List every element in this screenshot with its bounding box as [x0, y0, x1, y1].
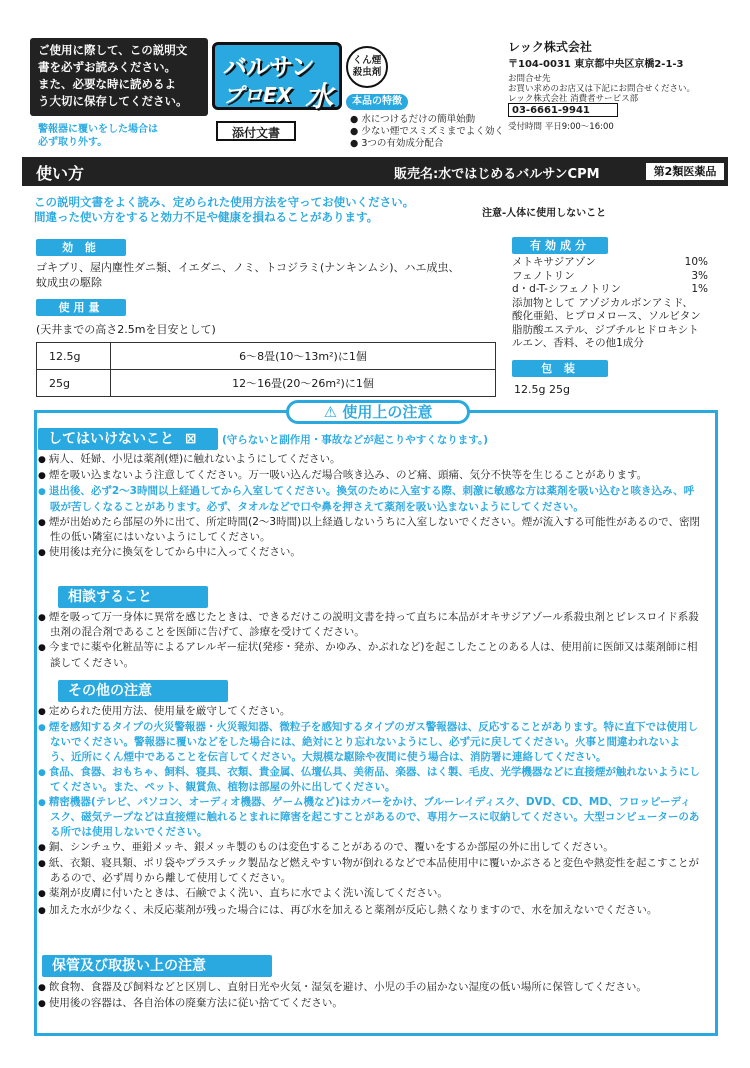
dosage-note: (天井までの高さ2.5mを目安として)	[36, 323, 216, 336]
list-item: ● 煙が出始めたら部屋の外に出て、所定時間(2〜3時間)以上経過しないうちに入室しないでください。煙が流入する可能性があるので、密閉性の低い隣室にはいないようにしてください。	[38, 515, 700, 544]
read-instructions-warning	[30, 38, 208, 116]
additives-line: 添加物として アゾジカルボンアミド、	[512, 296, 693, 309]
warning-line: う大切に保存してください。	[38, 94, 188, 108]
list-item: ● 病人、妊婦、小児は薬剤(煙)に触れないようにしてください。	[38, 452, 700, 467]
additives-line: 酸化亜鉛、ヒプロメロース、ソルビタン	[512, 310, 701, 322]
efficacy-text	[36, 260, 496, 290]
feature-item: ● 3つの有効成分配合	[350, 138, 444, 149]
ingredient-row: フェノトリン 3%	[512, 269, 708, 282]
caution-title-text: 使用上の注意	[342, 403, 433, 421]
list-item: ● 加えた水が少なく、未反応薬剤が残った場合には、再び水を加えると薬剤が反応し熱くなりますので、水を加えないでください。	[38, 903, 700, 918]
dont-section-note: (守らないと副作用・事故などが起こりやすくなります。)	[222, 434, 489, 446]
features-title: 本品の特徴	[346, 94, 408, 110]
product-name: 販売名:水ではじめるバルサンCPM	[394, 167, 600, 182]
title-bar	[22, 157, 728, 186]
prohibited-icon: ⊠	[184, 431, 197, 447]
drug-category-badge: 第2類医薬品	[646, 163, 724, 180]
intro-line: この説明文書をよく読み、定められた使用方法を守ってお使いください。	[34, 195, 415, 209]
list-item: ● 紙、衣類、寝具類、ポリ袋やプラスチック製品など燃えやすい物が倒れるなどで本品使用中に覆いかぶさると変色や熱変性を起こすことがあるので、必ず周りから離して使用してください。	[38, 856, 700, 885]
package-sizes: 12.5g 25g	[514, 383, 570, 396]
list-item: ● 使用後の容器は、各自治体の廃棄方法に従い捨ててください。	[38, 996, 700, 1011]
list-item: ● 使用後は充分に換気をしてから中に入ってください。	[38, 545, 700, 560]
ingredient-row: メトキサジアゾン 10%	[512, 256, 708, 268]
contact-line: レック株式会社 消費者サービス部	[508, 94, 639, 104]
table-row	[37, 370, 496, 397]
dosage-amount: 25g	[37, 370, 111, 397]
product-type-badge	[346, 46, 388, 88]
table-row	[37, 343, 496, 370]
consult-section-title: 相談すること	[58, 586, 208, 608]
warning-line: ご使用に際して、この説明文	[38, 43, 188, 57]
list-item: ● 精密機器(テレビ、パソコン、オーディオ機器、ゲーム機など)はカバーをかけ、ブルーレイディスク、DVD、CD、MD、フロッピーディスク、磁気テープなどは直接煙に触れるとまれに障害を起こすことがあるので、専用ケースに収納してください。大型コンピューターのある所では使用しないでください。	[38, 795, 700, 839]
list-item: ● 薬剤が皮膚に付いたときは、石鹸でよく洗い、直ちに水でよく洗い流してください。	[38, 886, 700, 901]
intro-line: 間違った使い方をすると効力不足や健康を損ねることがあります。	[34, 210, 379, 224]
business-hours: 受付時間 平日9:00〜16:00	[508, 122, 614, 132]
note-line: 必ず取り外す。	[38, 137, 108, 148]
dosage-value: 12〜16畳(20〜26m²)に1個	[111, 370, 496, 397]
additives-line: 脂肪酸エステル、ジブチルヒドロキシト	[512, 323, 699, 336]
phone-number: 03-6661-9941	[508, 103, 618, 117]
intro-text	[34, 195, 414, 225]
package-title: 包 装	[512, 360, 608, 377]
badge-line: 殺虫剤	[352, 67, 382, 78]
list-item: ● 銅、シンチュウ、亜鉛メッキ、銀メッキ製のものは変色することがあるので、覆いをするか部屋の外に出してください。	[38, 840, 700, 855]
dosage-amount: 12.5g	[37, 343, 111, 370]
list-item: ● 煙を吸って万一身体に異常を感じたときは、できるだけこの説明文書を持って直ちに本品がオキサジアゾール系殺虫剤とピレスロイド系殺虫剤の混合剤であることを医師に告げて、診療を受けてください。	[38, 610, 700, 639]
usage-caution-title	[286, 400, 470, 424]
consult-list	[38, 610, 700, 671]
efficacy-title: 効 能	[36, 239, 126, 256]
ingredient-row: d・d-T-シフェノトリン 1%	[512, 283, 708, 295]
ingredients-title: 有効成分	[512, 237, 608, 254]
contact-line: お問合せ先	[508, 74, 551, 84]
dont-list	[38, 452, 700, 561]
contact-info	[508, 74, 695, 104]
additives-line: ルエン、香料、その他1成分	[512, 337, 644, 349]
warning-line: また、必要な時に読めるよ	[38, 77, 176, 91]
company-address: 〒104-0031 東京都中央区京橋2-1-3	[508, 59, 684, 70]
list-item: ● 食品、食器、おもちゃ、飼料、寝具、衣類、貴金属、仏壇仏具、美術品、楽器、はく製、毛皮、光学機器などに直接煙が触れないようにしてください。また、ペット、観賞魚、植物は部屋の外に出してください。	[38, 765, 700, 794]
badge-line: くん煙	[352, 55, 382, 66]
efficacy-line: ゴキブリ、屋内塵性ダニ類、イエダニ、ノミ、トコジラミ(ナンキンムシ)、ハエ成虫、	[36, 261, 460, 274]
brand-line3: 水	[304, 80, 333, 113]
dosage-table	[36, 342, 496, 397]
alarm-cover-note	[38, 123, 208, 149]
storage-section-title: 保管及び取扱い上の注意	[42, 955, 272, 977]
list-item: ● 今までに薬や化粧品等によるアレルギー症状(発疹・発赤、かゆみ、かぶれなど)を起こしたことのある人は、使用前に医師又は薬剤師に相談してください。	[38, 640, 700, 669]
feature-item: ● 少ない煙でスミズミまでよく効く	[350, 126, 504, 137]
note-line: 警報器に覆いをした場合は	[38, 124, 158, 135]
list-item: ● 定められた使用方法、使用量を厳守してください。	[38, 704, 700, 719]
warning-triangle-icon: ⚠	[323, 403, 338, 421]
list-item: ● 退出後、必ず2〜3時間以上経過してから入室してください。換気のために入室する際、刺激に敏感な方は薬剤を吸い込むと咳き込み、呼吸が苦しくなることがあります。必ず、タオルなどで口や鼻を押さえて薬剤を吸い込まないようにしてください。	[38, 484, 700, 513]
contact-line: お買い求めのお店又は下記にお問合せください。	[508, 84, 696, 94]
warning-line: 書を必ずお読みください。	[38, 60, 176, 74]
features-list	[350, 114, 504, 150]
brand-line2: プロEX	[223, 83, 293, 107]
feature-item: ● 水につけるだけの簡単始動	[350, 114, 476, 125]
dosage-title: 使用量	[36, 299, 126, 316]
efficacy-line: 蚊成虫の駆除	[36, 276, 102, 289]
other-section-title: その他の注意	[58, 680, 228, 702]
ingredients-list	[512, 256, 708, 351]
list-item: ● 煙を感知するタイプの火災警報器・火災報知器、微粒子を感知するタイプのガス警報器は、反応することがあります。特に直下では使用しないでください。警報器に覆いなどをした場合には、絶対にとり忘れないようにし、必ず元に戻してください。火事と間違われないよう、近所にくん煙中であることを伝言してください。大規模な駆除や夜間に使う場合は、消防署に連絡してください。	[38, 720, 700, 764]
list-item: ● 飲食物、食器及び飼料などと区別し、直射日光や火気・湿気を避け、小児の手の届かない湿度の低い場所に保管してください。	[38, 980, 700, 995]
document-label: 添付文書	[216, 121, 296, 141]
usage-heading: 使い方	[36, 164, 85, 183]
dont-section-title: してはいけないこと ⊠	[38, 428, 218, 450]
dosage-value: 6〜8畳(10〜13m²)に1個	[111, 343, 496, 370]
other-list	[38, 704, 700, 919]
list-item: ● 煙を吸い込まないよう注意してください。万一吸い込んだ場合咳き込み、のど痛、頭痛、気分不快等を生じることがあります。	[38, 468, 700, 483]
brand-logo	[212, 42, 342, 113]
caution-no-human-use: 注意-人体に使用しないこと	[482, 208, 607, 219]
company-name: レック株式会社	[508, 40, 592, 54]
storage-list	[38, 980, 700, 1012]
brand-line1: バルサン	[223, 53, 314, 81]
